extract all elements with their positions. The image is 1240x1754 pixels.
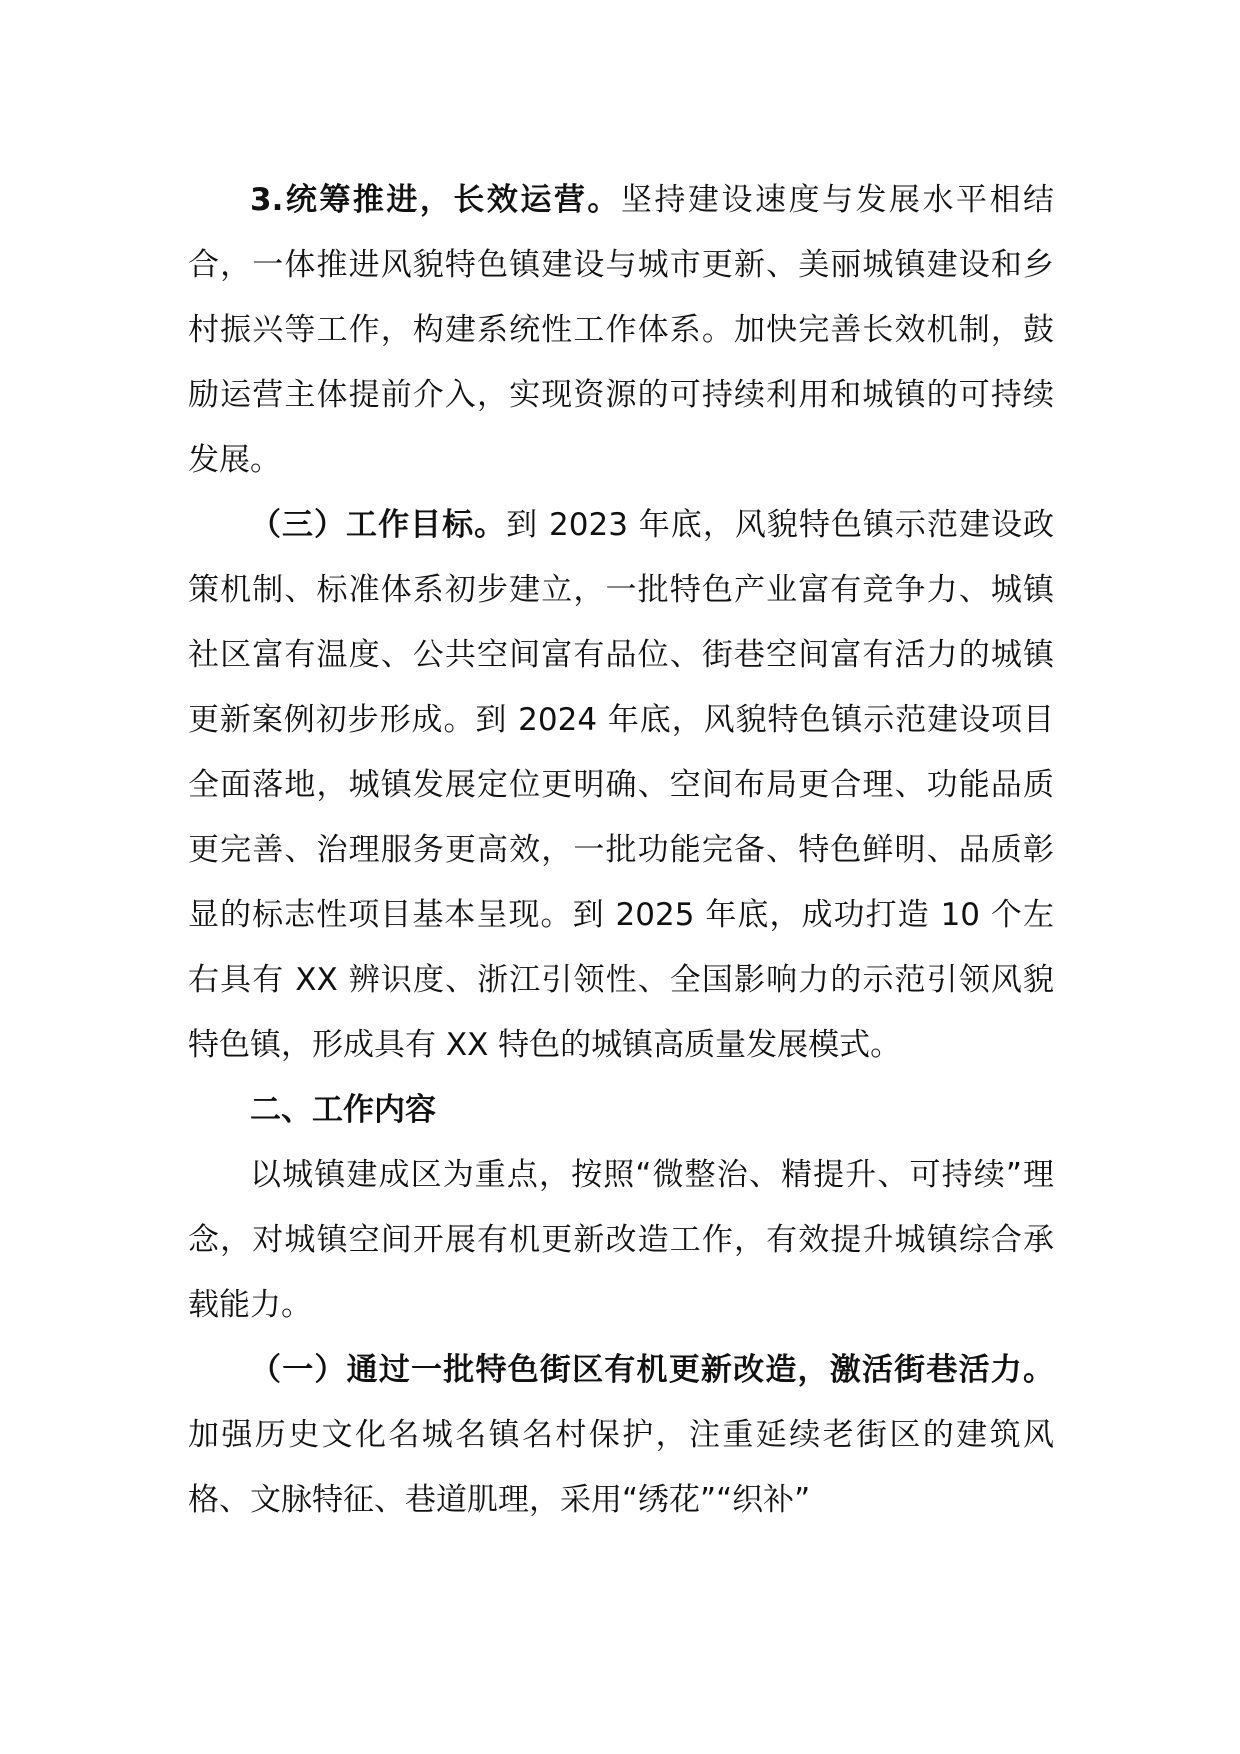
section-heading: 二、工作内容 [250, 1092, 436, 1128]
paragraph-work-goals [188, 493, 1054, 1078]
paragraph-text: 以城镇建成区为重点，按照“微整治、精提升、可持续”理念，对城镇空间开展有机更新改造工作，有效提升城镇综合承载能力。 [188, 1157, 1054, 1323]
paragraph-coordinated-operation [188, 168, 1054, 493]
paragraph-work-content-intro [188, 1143, 1054, 1338]
paragraph-text: 坚持建设速度与发展水平相结合，一体推进风貌特色镇建设与城市更新、美丽城镇建设和乡村振兴等工作，构建系统性工作体系。加快完善长效机制，鼓励运营主体提前介入，实现资源的可持续利用和城镇的可持续发展。 [188, 182, 1054, 478]
paragraph-heading: （三）工作目标。 [250, 507, 507, 543]
document-page [188, 168, 1054, 1533]
paragraph-heading: （一）通过一批特色街区有机更新改造，激活街巷活力。 [250, 1352, 1054, 1388]
section-heading-work-content [188, 1078, 1054, 1143]
paragraph-text: 到 2023 年底，风貌特色镇示范建设政策机制、标准体系初步建立，一批特色产业富有竞争力、城镇社区富有温度、公共空间富有品位、街巷空间富有活力的城镇更新案例初步形成。到 2024 年底，风貌特色镇示范建设项目全面落地，城镇发展定位更明确、空间布局更合理、功能品质更完善、治理服务更高效，一批功能完备、特色鲜明、品质彰显的标志性项目基本呈现。到 2025 年底，成功打造 10 个左右具有 XX 辨识度、浙江引领性、全国影响力的示范引领风貌特色镇，形成具有 XX 特色的城镇高质量发展模式。 [188, 507, 1054, 1063]
paragraph-heading: 3.统筹推进，长效运营。 [250, 182, 621, 218]
paragraph-text: 加强历史文化名城名镇名村保护，注重延续老街区的建筑风格、文脉特征、巷道肌理，采用“绣花”“织补” [188, 1417, 1054, 1518]
paragraph-street-renewal [188, 1338, 1054, 1533]
